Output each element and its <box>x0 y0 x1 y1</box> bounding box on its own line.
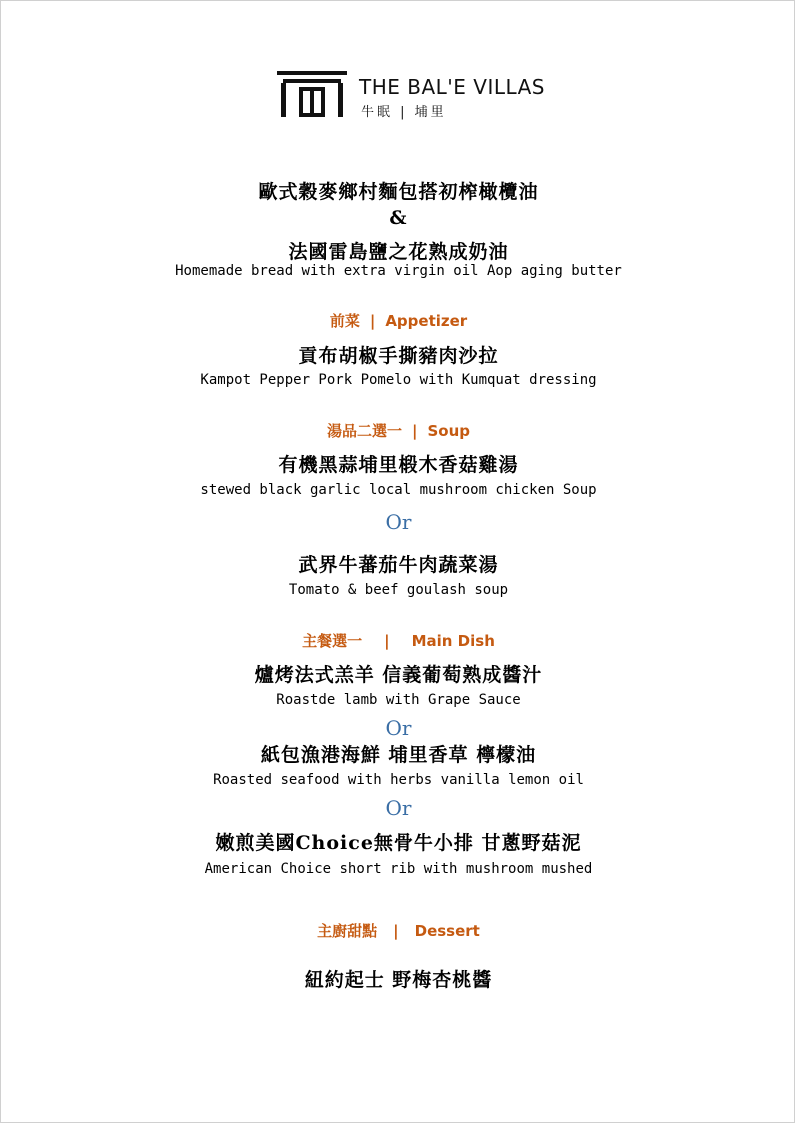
main-heading <box>1 630 795 651</box>
brand-subtitle: 牛眠 | 埔里 <box>361 105 447 120</box>
main-option3-en: American Choice short rib with mushroom mushed <box>204 861 593 877</box>
soup-option1-cn: 有機黑蒜埔里椴木香菇雞湯 <box>278 454 519 476</box>
main-or-2: Or <box>385 796 412 820</box>
appetizer-heading-en: Appetizer <box>385 312 468 330</box>
main-heading-en: Main Dish <box>411 632 495 650</box>
bread-ampersand: & <box>389 207 408 229</box>
appetizer-heading-cn: 前菜 <box>329 312 360 330</box>
soup-option1-en: stewed black garlic local mushroom chicken Soup <box>200 482 597 498</box>
dessert-heading-separator: | <box>393 922 399 940</box>
main-option2-en: Roasted seafood with herbs vanilla lemon oil <box>213 772 584 788</box>
dessert-heading-cn: 主廚甜點 <box>317 922 378 940</box>
bread-title-line2: 法國雷島鹽之花熟成奶油 <box>288 241 509 263</box>
soup-heading-separator: | <box>412 422 418 440</box>
appetizer-dish-en: Kampot Pepper Pork Pomelo with Kumquat dressing <box>200 372 597 388</box>
soup-option2-en: Tomato & beef goulash soup <box>288 582 509 598</box>
main-option2-cn: 紙包漁港海鮮 埔里香草 檸檬油 <box>260 744 537 766</box>
brand-name: THE BAL'E VILLAS <box>359 75 545 99</box>
soup-option2-cn: 武界牛蕃茄牛肉蔬菜湯 <box>298 554 499 576</box>
dessert-heading-en: Dessert <box>414 922 480 940</box>
soup-heading <box>1 420 795 441</box>
soup-heading-en: Soup <box>427 422 471 440</box>
appetizer-dish-cn: 貢布胡椒手撕豬肉沙拉 <box>298 345 499 367</box>
main-or-1: Or <box>385 716 412 740</box>
appetizer-heading-separator: | <box>369 312 376 330</box>
dessert-heading <box>1 920 795 941</box>
appetizer-heading <box>1 310 795 331</box>
main-option1-en: Roastde lamb with Grape Sauce <box>276 692 521 708</box>
villa-logo-icon <box>277 69 351 119</box>
main-option1-cn: 爐烤法式羔羊 信義葡萄熟成醬汁 <box>254 664 543 686</box>
soup-heading-cn: 湯品二選一 <box>326 422 402 440</box>
soup-or: Or <box>385 510 412 534</box>
bread-english: Homemade bread with extra virgin oil Aop aging butter <box>175 263 622 279</box>
main-heading-cn: 主餐選一 <box>302 632 363 650</box>
brand-logo <box>277 69 545 121</box>
main-heading-separator: | <box>384 632 390 650</box>
dessert-dish-cn: 紐約起士 野梅杏桃醬 <box>304 969 493 991</box>
bread-title-line1: 歐式穀麥鄉村麵包搭初榨橄欖油 <box>258 181 539 203</box>
main-option3-cn: 嫩煎美國Choice無骨牛小排 甘蔥野菇泥 <box>215 832 582 854</box>
